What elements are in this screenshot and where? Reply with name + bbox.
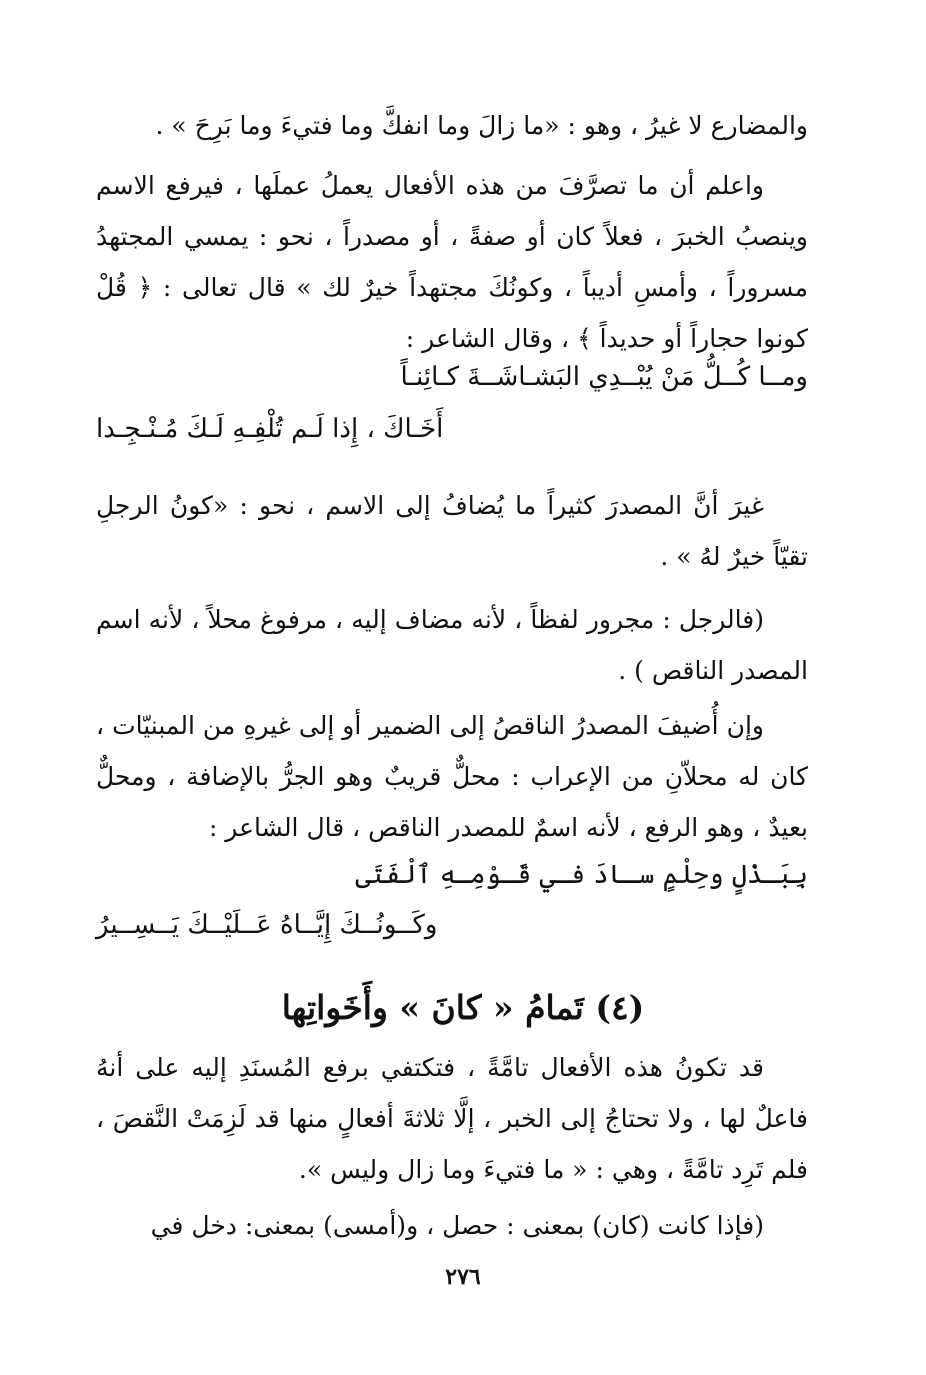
verse-2-second-hemistich: وكَــونُــكَ إِيَّــاهُ عَــلَيْــكَ يَــسِــيرُ: [96, 910, 438, 940]
paragraph-3: غيرَ أنَّ المصدرَ كثيراً ما يُضافُ إلى الاسم ، نحو : «كونُ الرجلِ تقيّاً خيرٌ لهُ » .: [96, 491, 808, 571]
paragraph-4: (فالرجل : مجرور لفظاً ، لأنه مضاف إليه ، مرفوغ محلاً ، لأنه اسم المصدر الناقص ) .: [96, 605, 808, 685]
paragraph-5: وإن أُضيفَ المصدرُ الناقصُ إلى الضمير أو إلى غيرهِ من المبنيّات ، كان له محلاّنِ من الإعراب : محلٌّ قريبٌ وهو الجرُّ بالإضافة ، ومحلٌّ بعيدٌ ، وهو الرفع ، لأنه اسمٌ للمصدر الناقص ، قال الشاعر :: [96, 711, 808, 842]
paragraph-2: واعلم أن ما تصرَّفَ من هذه الأفعال يعملُ عملَها ، فيرفع الاسم وينصبُ الخبرَ ، فعلاً كان أو صفةً ، أو مصدراً ، نحو : يمسي المجتهدُ مسروراً ، وأمسِ أديباً ، وكونُكَ مجتهداً خيرٌ لك » قال تعالى : ﴿ قُلْ كونوا حجاراً أو حديداً ﴾ ، وقال الشاعر :: [96, 171, 808, 353]
paragraph-6: قد تكونُ هذه الأفعال تامَّةً ، فتكتفي برفع المُسنَدِ إليه على أنهُ فاعلٌ لها ، ولا تحتاجُ إلى الخبر ، إلَّا ثلاثةَ أفعالٍ منها قد لَزِمَتْ النَّقصَ ، فلم تَرِد تامَّةً ، وهي : « ما فتيءَ وما زال وليس ».: [96, 1053, 808, 1184]
paragraph-7: (فإذا كانت (كان) بمعنى : حصل ، و(أمسى) بمعنى: دخل في: [150, 1211, 764, 1240]
section-heading: (٤) تَمامُ « كانَ » وأَخَواتِها: [281, 988, 645, 1027]
verse-1-second-hemistich: أَخَـاكَ ، إِذا لَـم تُلْفِـهِ لَـكَ مُـنْـجِـدا: [96, 414, 444, 444]
verse-1-first-hemistich: ومــا كُــلُّ مَنْ يُبْــدِي البَشـاشَــةَ كـائِنـاً: [400, 362, 808, 392]
verse-2-first-hemistich: بِبَـذْلٍ وحِلْمٍ سـادَ فـي قَـوْمِـهِ ٱلْفَتَى: [355, 860, 808, 890]
paragraph-1: والمضارع لا غيرُ ، وهو : «ما زالَ وما انفكَّ وما فتيءَ وما بَرِحَ » .: [155, 111, 808, 140]
page-number: ٢٧٦: [445, 1264, 481, 1290]
